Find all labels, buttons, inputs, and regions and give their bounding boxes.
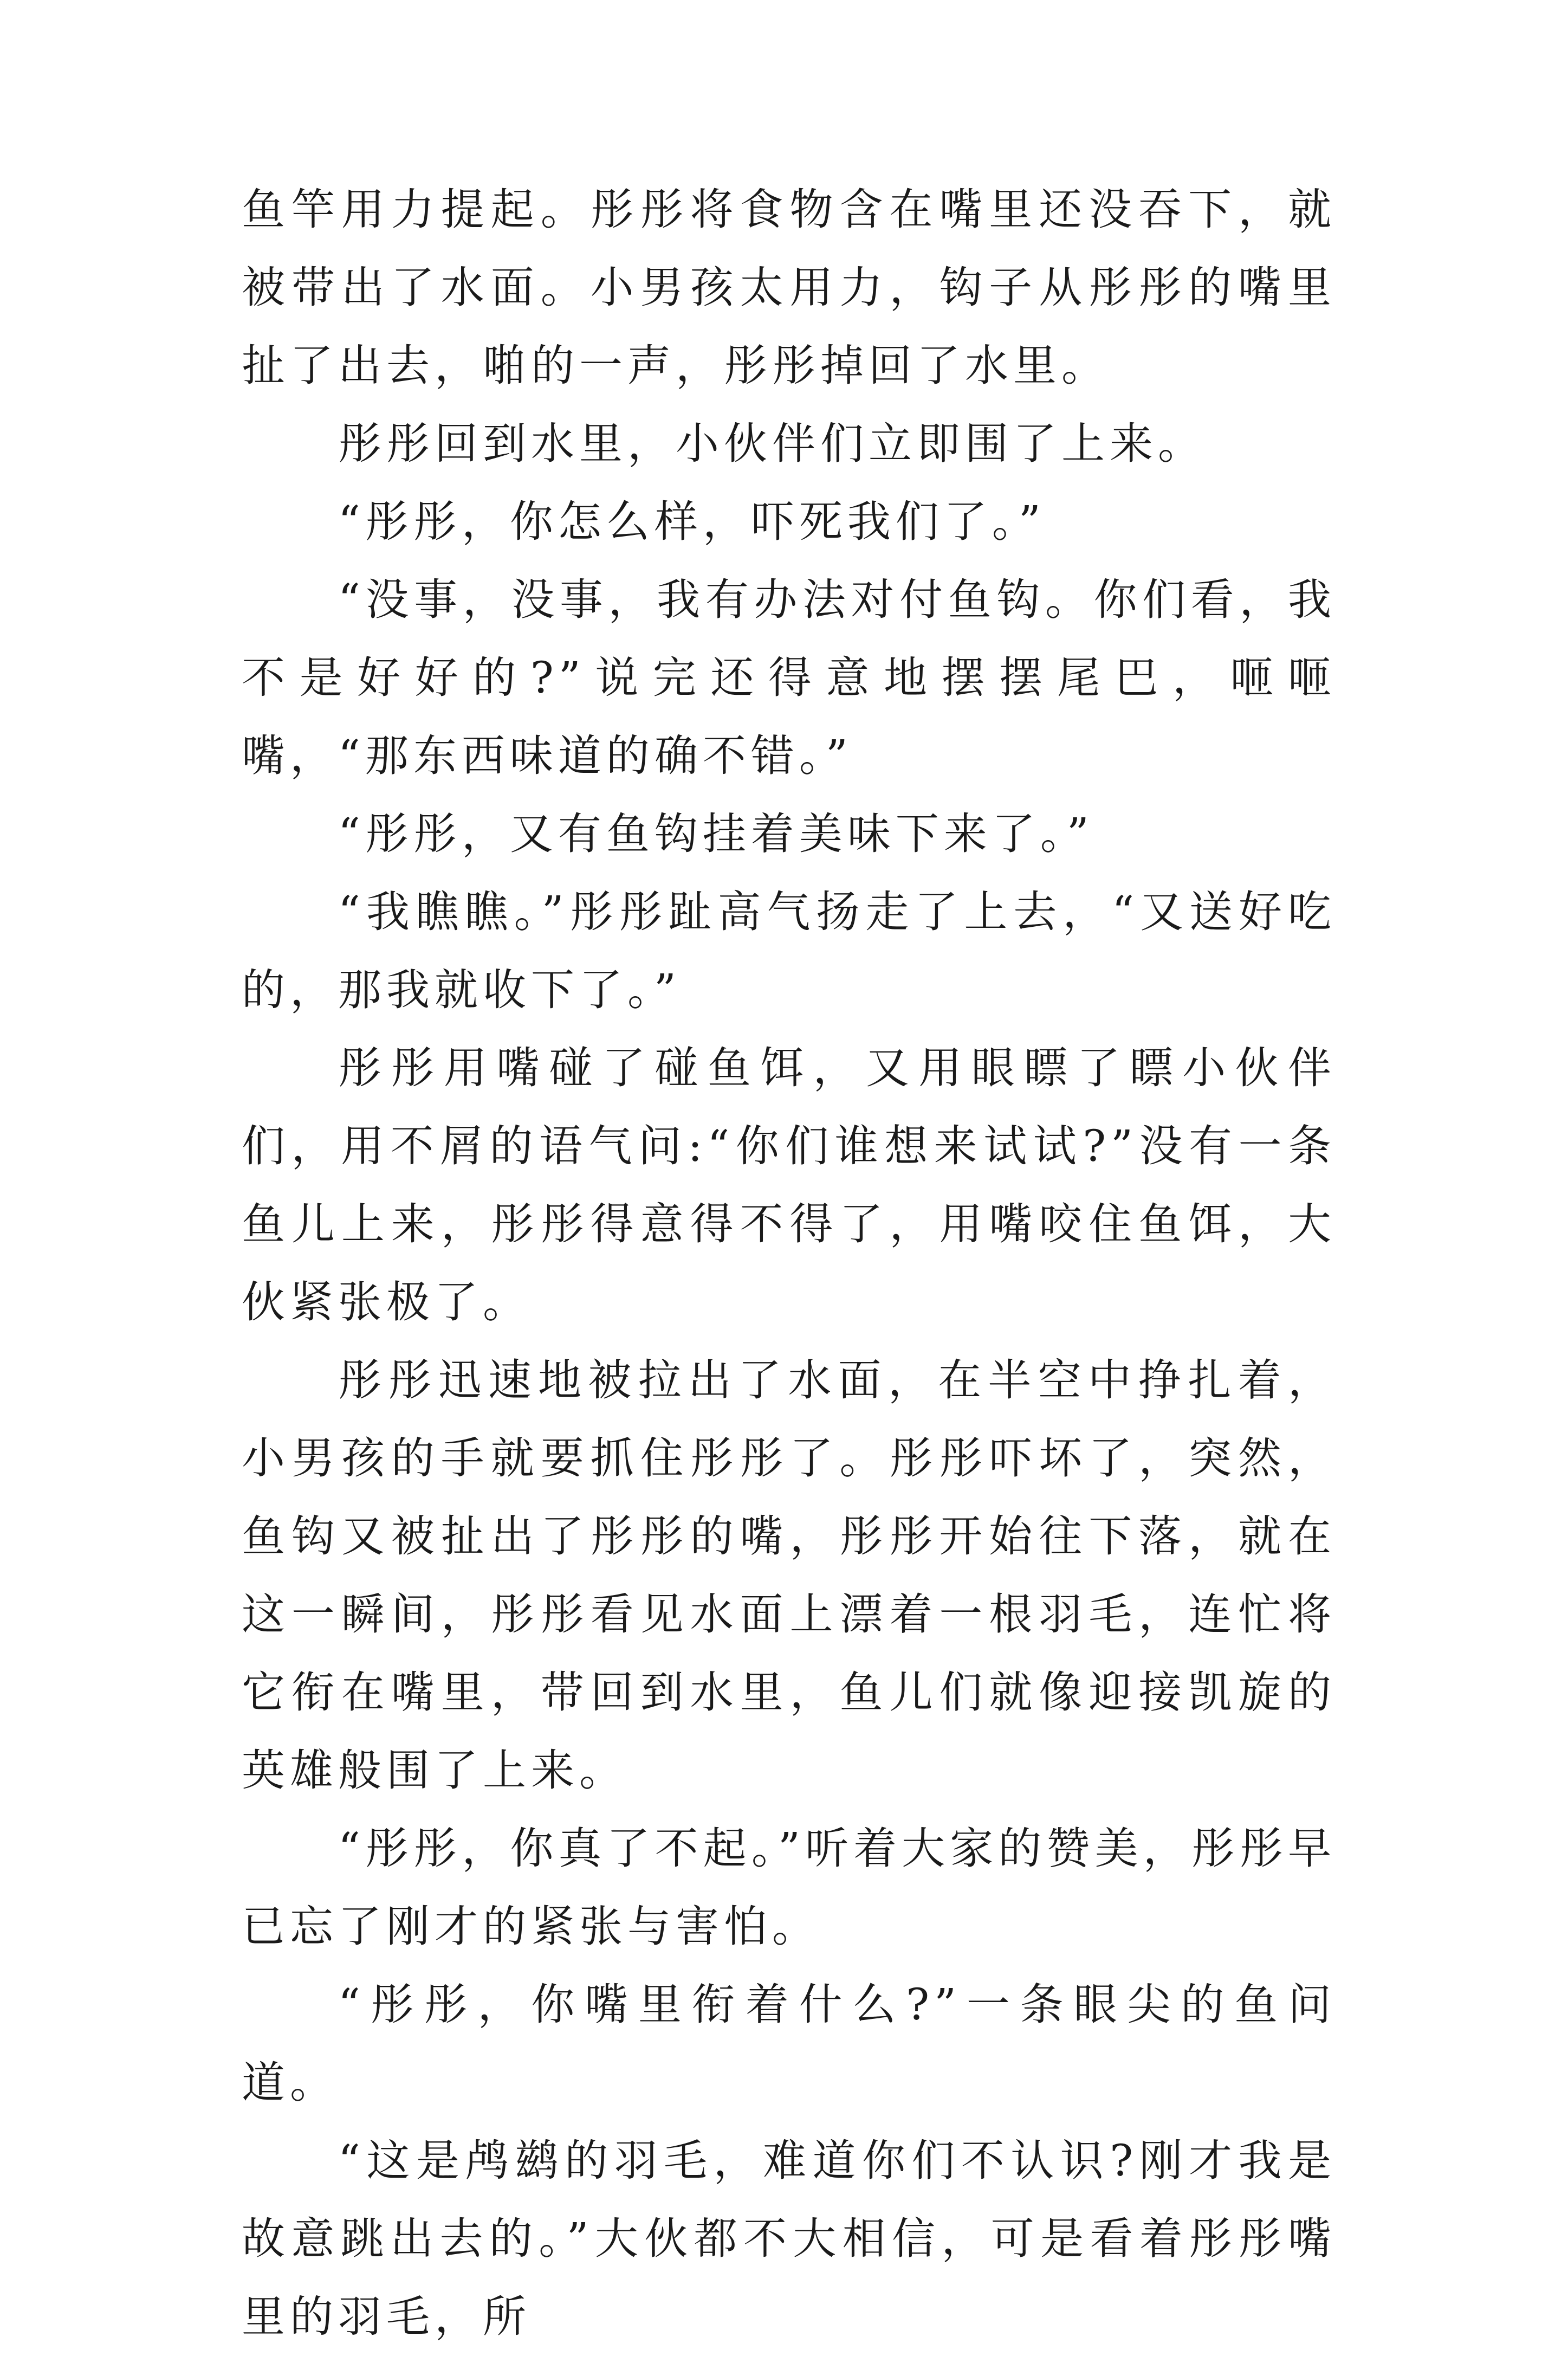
paragraph: “彤彤，你真了不起。”听着大家的赞美，彤彤早已忘了刚才的紧张与害怕。: [242, 1823, 1336, 1952]
paragraph: “没事，没事，我有办法对付鱼钩。你们看，我不是好好的?”说完还得意地摆摆尾巴，咂咂嘴，“那东西味道的确不错。”: [242, 575, 1336, 781]
body-text: [242, 171, 1336, 2356]
paragraph: “彤彤，又有鱼钩挂着美味下来了。”: [338, 809, 1094, 859]
paragraph: 鱼竿用力提起。彤彤将食物含在嘴里还没吞下，就被带出了水面。小男孩太用力，钩子从彤彤的嘴里扯了出去，啪的一声，彤彤掉回了水里。: [242, 184, 1336, 391]
paragraph: “彤彤，你嘴里衔着什么?”一条眼尖的鱼问道。: [242, 1979, 1336, 2108]
paragraph: 彤彤迅速地被拉出了水面，在半空中挣扎着，小男孩的手就要抓住彤彤了。彤彤吓坏了，突然，鱼钩又被扯出了彤彤的嘴，彤彤开始往下落，就在这一瞬间，彤彤看见水面上漂着一根羽毛，连忙将它衔在嘴里，带回到水里，鱼儿们就像迎接凯旋的英雄般围了上来。: [242, 1355, 1336, 1796]
paragraph: “我瞧瞧。”彤彤趾高气扬走了上去，“又送好吃的，那我就收下了。”: [242, 887, 1336, 1015]
paragraph: 彤彤用嘴碰了碰鱼饵，又用眼瞟了瞟小伙伴们，用不屑的语气问:“你们谁想来试试?”没有一条鱼儿上来，彤彤得意得不得了，用嘴咬住鱼饵，大伙紧张极了。: [242, 1043, 1336, 1327]
paragraph: 彤彤回到水里，小伙伴们立即围了上来。: [338, 418, 1206, 469]
paragraph: “彤彤，你怎么样，吓死我们了。”: [338, 496, 1046, 547]
paragraph: “这是鸬鹚的羽毛，难道你们不认识?刚才我是故意跳出去的。”大伙都不大相信，可是看着彤彤嘴里的羽毛，所: [242, 2135, 1336, 2342]
